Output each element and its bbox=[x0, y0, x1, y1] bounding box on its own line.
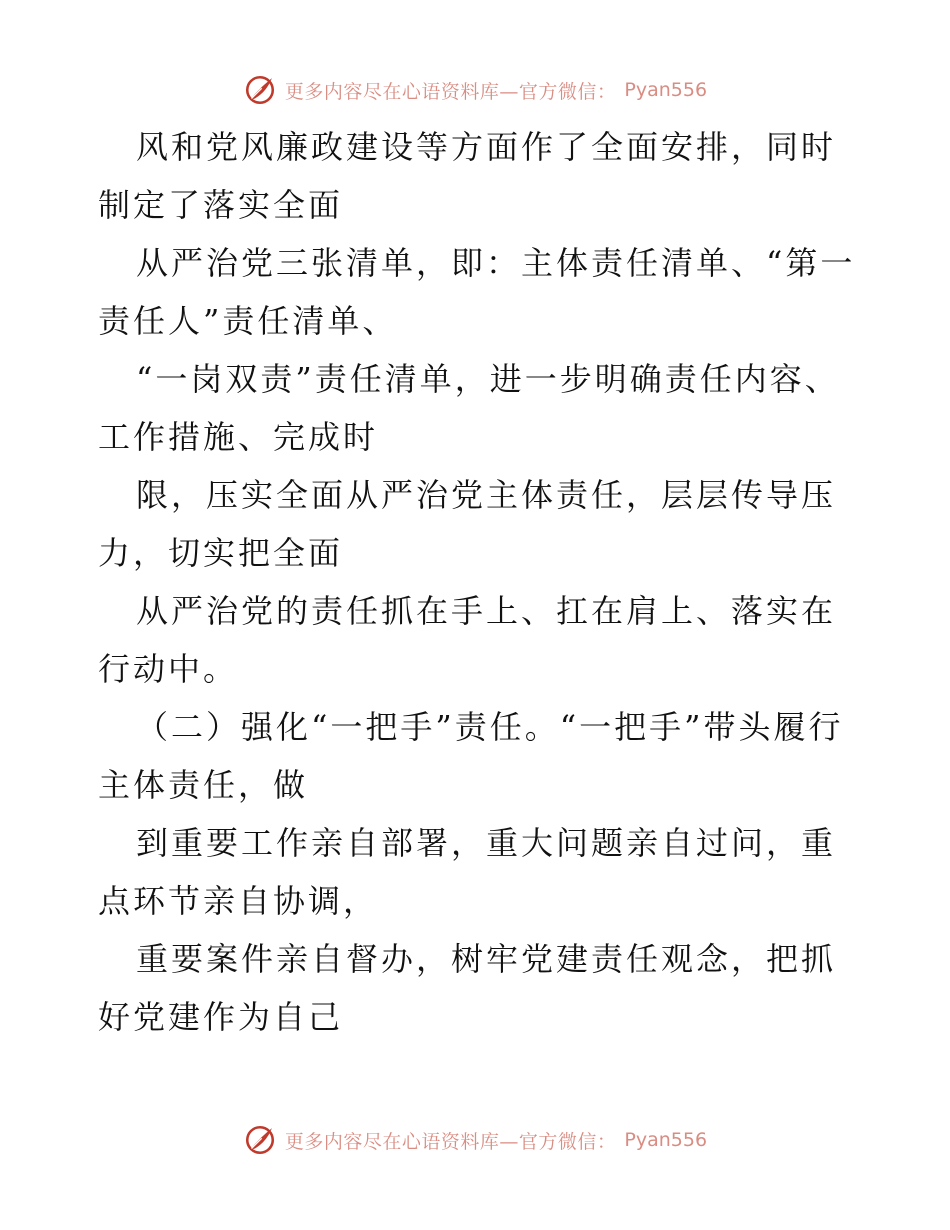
paragraph: （二）强化“一把手”责任。“一把手”带头履行主体责任，做 bbox=[98, 708, 844, 804]
paragraph: 限，压实全面从严治党主体责任，层层传导压力，切实把全面 bbox=[98, 476, 837, 572]
paragraph: 从严治党的责任抓在手上、扛在肩上、落实在行动中。 bbox=[98, 592, 837, 688]
quill-logo-icon bbox=[243, 1123, 277, 1157]
paragraph: 重要案件亲自督办，树牢党建责任观念，把抓好党建作为自己 bbox=[98, 940, 837, 1036]
banner-wechat-id: Pyan556 bbox=[624, 1129, 708, 1151]
footer-banner bbox=[0, 1120, 950, 1160]
quill-logo-icon bbox=[243, 73, 277, 107]
banner-text: 更多内容尽在心语资料库—官方微信： bbox=[284, 1130, 617, 1153]
banner-wechat-id: Pyan556 bbox=[624, 79, 708, 101]
paragraph: 从严治党三张清单，即：主体责任清单、“第一责任人”责任清单、 bbox=[98, 244, 856, 340]
paragraph: 到重要工作亲自部署，重大问题亲自过问，重点环节亲自协调， bbox=[98, 824, 837, 920]
paragraph: 风和党风廉政建设等方面作了全面安排，同时制定了落实全面 bbox=[98, 128, 837, 224]
banner-text: 更多内容尽在心语资料库—官方微信： bbox=[284, 80, 617, 103]
document-body bbox=[98, 118, 858, 1046]
paragraph: “一岗双责”责任清单，进一步明确责任内容、工作措施、完成时 bbox=[98, 360, 840, 456]
header-banner bbox=[0, 70, 950, 110]
